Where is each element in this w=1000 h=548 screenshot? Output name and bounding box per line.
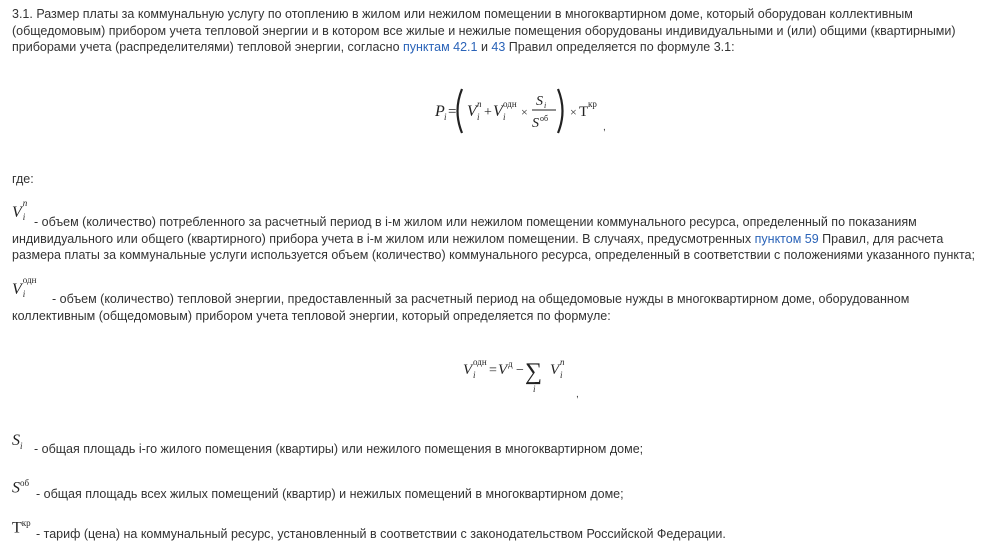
formula-v-odn [455,348,585,398]
formula-v1-sub: i [477,112,480,122]
formula-v2-sub: i [503,112,506,122]
formula-2-comma: , [576,389,579,400]
def1-paragraph [12,214,987,264]
formula-v2-sup: одн [503,99,517,109]
formula-t: Т [579,104,589,120]
formula2-vi-sup: n [560,357,565,367]
formula-v1-sup: n [477,99,482,109]
def2-paragraph: - объем (количество) тепловой энергии, предоставленный за расчетный период на общедомовые нужды в многоквартирном доме, оборудованном коллективным (общедомовым) прибором учета тепловой энергии, который определяется по формуле: [12,292,910,323]
formula2-minus: − [516,363,524,378]
formula-den: S [532,116,539,131]
link-punkt-42-1[interactable]: пунктам 42.1 [403,40,478,54]
formula-den-sup: об [540,114,549,123]
def1-text-before: - объем (количество) потребленного за расчетный период в i-м жилом или нежилом помещении коммунального ресурса, определенный по показаниям индивидуального или общего (квартирного) прибора учета в i-м жилом или нежилом помещении. В случаях, предусмотренных [12,215,917,246]
link-punkt-59[interactable]: пунктом 59 [754,231,819,246]
where-label: где: [12,172,34,186]
formula-v2: V [493,103,503,120]
def5-paragraph: - тариф (цена) на коммунальный ресурс, установленный в соответствии с законодательством Российской Федерации. [36,527,726,541]
right-paren-icon [558,89,563,133]
def4-paragraph: - общая площадь всех жилых помещений (квартир) и нежилых помещений в многоквартирном доме; [36,487,624,501]
link-punkt-43[interactable]: 43 [491,40,506,54]
def3-paragraph: - общая площадь i-го жилого помещения (квартиры) или нежилого помещения в многоквартирном доме; [34,442,644,456]
formula-t-sup: кр [588,99,597,109]
intro-text-before: 3.1. Размер платы за коммунальную услугу по отоплению в жилом или нежилом помещении в многоквартирном доме, который оборудован коллективным (общедомовым) прибором учета тепловой энергии и в котором все жилые и нежилые помещения оборудованы индивидуальными и (или) общими (квартирными) приборами учета (распределителями) тепловой энергии, согласно [12,7,956,54]
intro-paragraph [12,6,987,56]
intro-text-after: Правил определяется по формуле 3.1: [505,40,735,54]
formula2-vi: V [550,362,560,378]
formula-eq: = [448,104,457,120]
symbol-s-i: $S_i$ [12,432,23,452]
formula2-eq: = [489,363,497,378]
formula-v1: V [467,103,477,120]
formula2-vd-sup: д [508,359,513,369]
symbol-t-kr: $Т^{кр}$ [12,518,31,537]
formula2-lhs-sup: одн [473,357,487,367]
left-paren-icon [458,89,463,133]
formula2-lhs: V [463,362,473,378]
formula-times-1: × [521,105,528,119]
formula-3-1 [425,85,615,137]
symbol-v-i-n: V n i [12,198,28,222]
formula-num-sub: i [544,101,547,110]
def1-text-after: Правил, для расчета размера платы за коммунальные услуги используется объем (количество) коммунального ресурса, определенный в соответствии с положениями указанного пункта; [12,231,975,262]
formula-times-2: × [570,105,577,119]
formula2-lhs-sub: i [473,370,476,380]
formula2-vi-sub: i [560,370,563,380]
formula-num: S [536,94,543,109]
intro-and: и [477,40,492,54]
symbol-v-i-odn: V одн i [12,275,37,299]
symbol-s-ob: $S^{об}$ [12,478,30,497]
formula2-vd: V [498,362,508,378]
formula2-sigma-sub: i [533,384,536,394]
formula-plus: + [484,105,492,120]
formula-1-comma: , [603,122,606,133]
formula-lhs-sub: i [444,112,447,122]
formula-lhs: P [435,103,445,120]
sigma-icon: ∑ [525,359,543,385]
